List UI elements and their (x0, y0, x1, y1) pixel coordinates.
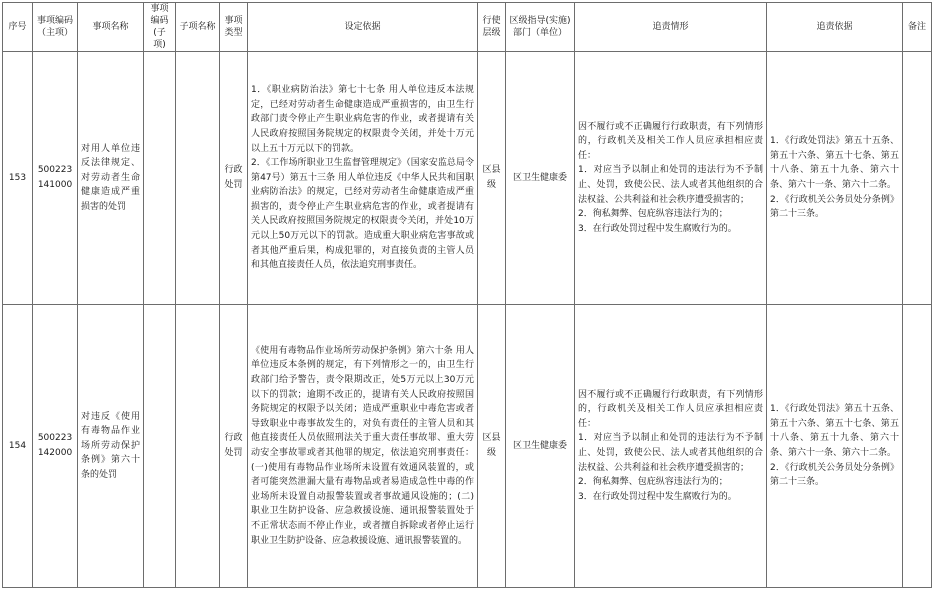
col-header-level: 行使层级 (478, 3, 506, 52)
cell-seq: 153 (3, 52, 33, 305)
col-header-code-sub: 事项编码(子项) (144, 3, 176, 52)
col-header-code-main: 事项编码（主项） (33, 3, 78, 52)
cell-dept: 区卫生健康委 (506, 52, 575, 305)
cell-note (903, 52, 932, 305)
accountability-table (2, 2, 932, 588)
cell-code: 500223141000 (33, 52, 78, 305)
col-header-dept: 区级指导(实施)部门（单位） (506, 3, 575, 52)
cell-level: 区县级 (478, 52, 506, 305)
cell-type: 行政处罚 (220, 305, 248, 588)
col-header-basis: 设定依据 (248, 3, 478, 52)
cell-sub-name (176, 305, 220, 588)
cell-note (903, 305, 932, 588)
cell-dept: 区卫生健康委 (506, 305, 575, 588)
cell-sub-name (176, 52, 220, 305)
col-header-type: 事项类型 (220, 3, 248, 52)
cell-code: 500223142000 (33, 305, 78, 588)
cell-code-sub (144, 52, 176, 305)
col-header-acc-basis: 追责依据 (767, 3, 903, 52)
cell-situation: 因不履行或不正确履行行政职责，有下列情形的，行政机关及相关工作人员应承担相应责任： 1．对应当予以制止和处罚的违法行为不予制止、处罚，致使公民、法人或者其他组织的合法权益、公共利益和社会秩序遭受损害的； 2．徇私舞弊、包庇纵容违法行为的； 3．在行政处罚过程中发生腐败行为的。 (575, 305, 767, 588)
cell-name: 对用人单位违反法律规定、对劳动者生命健康造成严重损害的处罚 (78, 52, 144, 305)
cell-seq: 154 (3, 305, 33, 588)
cell-basis: 1．《职业病防治法》第七十七条 用人单位违反本法规定，已经对劳动者生命健康造成严重损害的，由卫生行政部门责令停止产生职业病危害的作业，或者提请有关人民政府按照国务院规定的权限责令关闭，并处十万元以上五十万元以下的罚款。 2．《工作场所职业卫生监督管理规定》（国家安监总局令第47号）第五十三条 用人单位违反《中华人民共和国职业病防治法》的规定，已经对劳动者生命健康造成严重损害的，责令停止产生职业病危害的作业，或者提请有关人民政府按照国务院规定的权限责令关闭，并处10万元以上50万元以下的罚款。造成重大职业病危害事故或者其他严重后果，构成犯罪的，对直接负责的主管人员和其他直接责任人员，依法追究刑事责任。 (248, 52, 478, 305)
col-header-note: 备注 (903, 3, 932, 52)
col-header-situation: 追责情形 (575, 3, 767, 52)
cell-accountability-basis: 1．《行政处罚法》第五十五条、第五十六条、第五十七条、第五十八条、第五十九条、第六十条、第六十一条、第六十二条。 2．《行政机关公务员处分条例》第二十三条。 (767, 305, 903, 588)
cell-name: 对违反《使用有毒物品作业场所劳动保护条例》第六十条的处罚 (78, 305, 144, 588)
cell-code-sub (144, 305, 176, 588)
col-header-sub-name: 子项名称 (176, 3, 220, 52)
col-header-name: 事项名称 (78, 3, 144, 52)
header-row (3, 3, 932, 52)
cell-type: 行政处罚 (220, 52, 248, 305)
cell-basis: 《使用有毒物品作业场所劳动保护条例》第六十条 用人单位违反本条例的规定，有下列情形之一的，由卫生行政部门给予警告，责令限期改正，处5万元以上30万元以下的罚款；逾期不改正的，提请有关人民政府按照国务院规定的权限予以关闭；造成严重职业中毒危害或者导致职业中毒事故发生的，对负有责任的主管人员和其他直接责任人员依照刑法关于重大责任事故罪、重大劳动安全事故罪或者其他罪的规定，依法追究刑事责任：(一)使用有毒物品作业场所未设置有效通风装置的，或者可能突然泄漏大量有毒物品或者易造成急性中毒的作业场所未设置自动报警装置或者事故通风设施的；(二)职业卫生防护设备、应急救援设施、通讯报警装置处于不正常状态而不停止作业，或者擅自拆除或者停止运行职业卫生防护设备、应急救援设施、通讯报警装置的。 (248, 305, 478, 588)
table-row (3, 52, 932, 305)
cell-accountability-basis: 1．《行政处罚法》第五十五条、第五十六条、第五十七条、第五十八条、第五十九条、第六十条、第六十一条、第六十二条。 2．《行政机关公务员处分条例》第二十三条。 (767, 52, 903, 305)
col-header-seq: 序号 (3, 3, 33, 52)
table-row (3, 305, 932, 588)
cell-situation: 因不履行或不正确履行行政职责，有下列情形的，行政机关及相关工作人员应承担相应责任： 1．对应当予以制止和处罚的违法行为不予制止、处罚，致使公民、法人或者其他组织的合法权益、公共利益和社会秩序遭受损害的； 2．徇私舞弊、包庇纵容违法行为的； 3．在行政处罚过程中发生腐败行为的。 (575, 52, 767, 305)
cell-level: 区县级 (478, 305, 506, 588)
